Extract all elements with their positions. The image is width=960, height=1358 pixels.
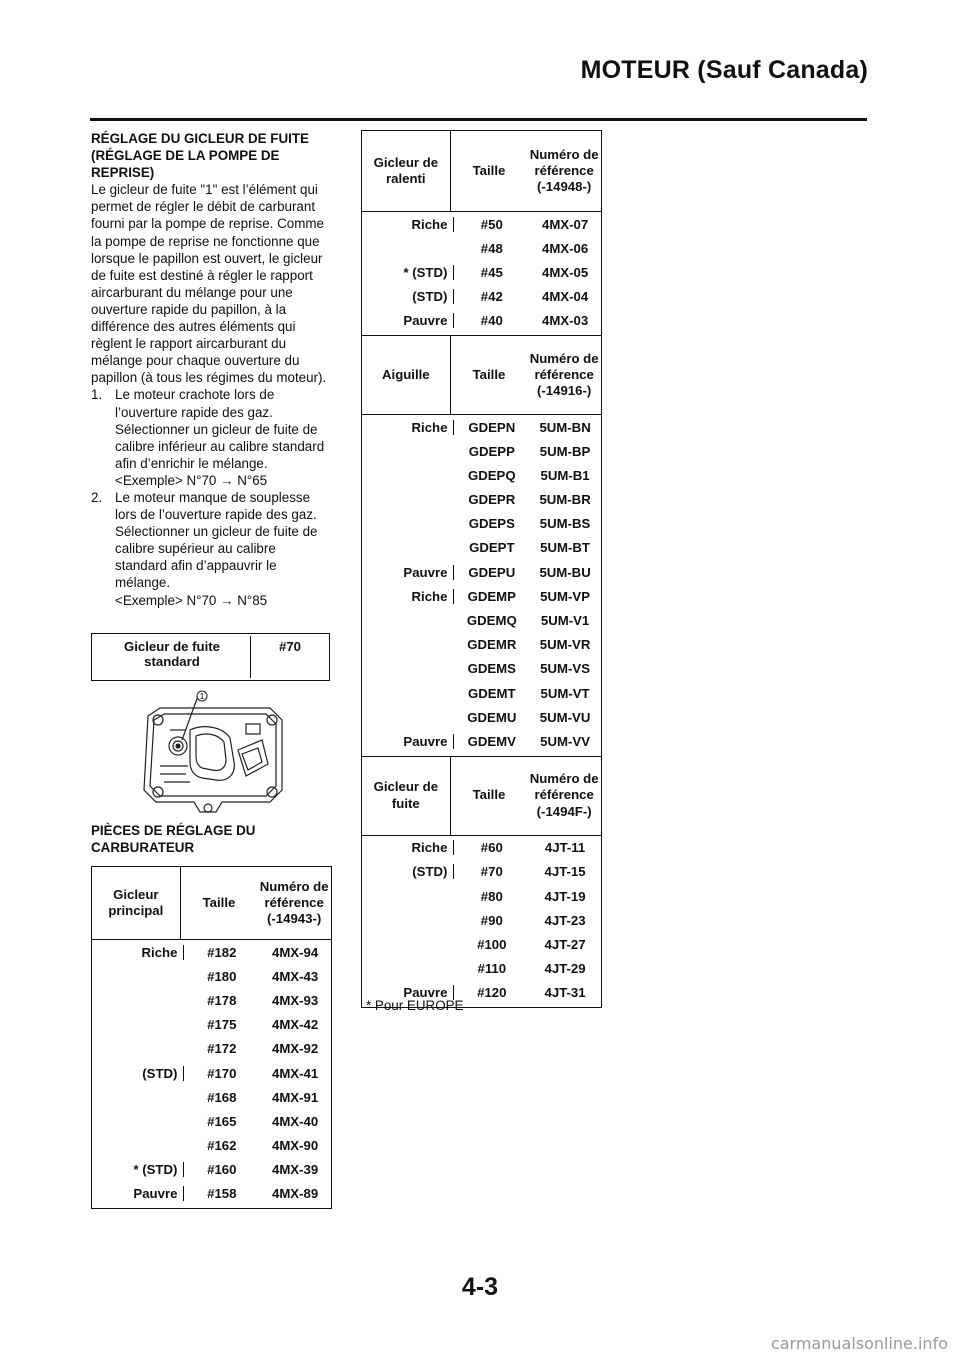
- table-row: [362, 908, 601, 932]
- table-cell-size: #158: [207, 1186, 237, 1202]
- intro-paragraph: Le gicleur de fuite "1" est l’élément qui permet de régler le débit de carburant fourni par la pompe de reprise. Comme la pompe de reprise ne fonctionne que lorsque le papillon est ouvert, le gicleur de fuite est destiné à régler le rapport aircarburant du mélange pour une ouverture rapide du papillon, à la différence des autres éléments qui règlent le rapport aircarburant du mélange pour chaque ouverture du papillon (à tous les régimes du moteur).: [91, 182, 327, 386]
- step-number: 1.: [91, 387, 103, 403]
- table-row: [362, 584, 601, 608]
- page-number: 4-3: [461, 1273, 499, 1301]
- table-cell-size: GDEPN: [468, 419, 516, 435]
- table-row: [362, 608, 601, 632]
- leak-jet-table-header: [362, 756, 601, 836]
- table-row: [362, 512, 601, 536]
- table-row: [362, 415, 601, 439]
- col-header: Gicleur principal: [92, 867, 181, 939]
- table-cell-grade: Pauvre: [362, 734, 454, 749]
- table-row: [362, 560, 601, 584]
- table-cell-part-number: 5UM-VP: [540, 588, 590, 604]
- col-header: Taille: [472, 162, 506, 178]
- table-row: [362, 932, 601, 956]
- watermark-text: carmanualsonline.info: [770, 1334, 948, 1353]
- table-row: [92, 1158, 331, 1182]
- table-cell-size: #90: [480, 912, 503, 928]
- table-cell-part-number: 4MX-42: [271, 1017, 319, 1033]
- table-row: [362, 260, 601, 284]
- table-cell-size: GDEPU: [468, 564, 516, 580]
- table-cell-part-number: 4MX-92: [271, 1041, 319, 1057]
- table-row: [362, 536, 601, 560]
- table-cell-part-number: 4MX-91: [271, 1089, 319, 1105]
- table-cell-grade: Riche: [362, 589, 454, 604]
- step-item: [91, 489, 331, 609]
- table-cell-size: #160: [207, 1162, 237, 1178]
- section-title-carb-parts: PIÈCES DE RÉGLAGE DU CARBURATEUR: [91, 823, 256, 855]
- main-jet-table-header: [92, 867, 331, 940]
- step-example: <Exemple> N°70 → N°65: [115, 472, 268, 488]
- table-cell-part-number: 4MX-94: [271, 944, 319, 960]
- table-row: [362, 463, 601, 487]
- table-cell-grade: Pauvre: [362, 985, 454, 1000]
- table-cell-part-number: 5UM-VV: [540, 733, 590, 749]
- table-cell-part-number: 5UM-BT: [540, 540, 590, 556]
- table-cell-part-number: 4MX-06: [541, 240, 589, 256]
- table-cell-size: GDEPT: [469, 540, 515, 556]
- col-header: Gicleur de fuite: [362, 757, 451, 835]
- table-cell-size: GDEPS: [468, 516, 515, 532]
- table-cell-part-number: 5UM-VS: [540, 661, 590, 677]
- table-row: [362, 681, 601, 705]
- table-cell-part-number: 4MX-04: [541, 289, 589, 305]
- col-header: Numéro de référence (-1494F-): [529, 771, 599, 819]
- table-cell-part-number: 5UM-VR: [539, 637, 591, 653]
- leak-jet-table-body: [362, 836, 601, 1007]
- table-cell-size: GDEMT: [467, 685, 516, 701]
- table-cell-size: #180: [207, 968, 237, 984]
- table-row: [92, 988, 331, 1012]
- right-jet-tables: [361, 130, 602, 1008]
- table-cell-part-number: 4JT-31: [544, 985, 586, 1001]
- col-header: Gicleur de ralenti: [362, 131, 451, 211]
- table-row: [92, 1109, 331, 1133]
- table-cell-part-number: 5UM-BP: [539, 443, 591, 459]
- table-cell-size: #165: [207, 1113, 237, 1129]
- table-cell-part-number: 4MX-89: [271, 1186, 319, 1202]
- footnote: * Pour EUROPE: [366, 998, 464, 1013]
- table-row: [362, 657, 601, 681]
- table-cell-grade: Pauvre: [362, 565, 454, 580]
- table-row: [362, 309, 601, 333]
- table-cell-size: GDEMQ: [466, 613, 517, 629]
- carburetor-float-bowl-figure: [130, 690, 290, 820]
- table-cell-size: GDEPR: [468, 492, 516, 508]
- table-cell-part-number: 4JT-27: [544, 936, 586, 952]
- table-cell-part-number: 5UM-BS: [539, 516, 591, 532]
- step-example: <Exemple> N°70 → N°85: [115, 592, 268, 608]
- table-cell-size: #60: [480, 840, 503, 856]
- table-row: [92, 964, 331, 988]
- table-row: [362, 884, 601, 908]
- main-jet-table-body: [92, 940, 331, 1208]
- table-cell-size: #100: [477, 936, 507, 952]
- table-cell-grade: Pauvre: [92, 1186, 184, 1201]
- table-cell-part-number: 4JT-23: [544, 912, 586, 928]
- table-row: [362, 488, 601, 512]
- table-cell-size: GDEMP: [467, 588, 516, 604]
- table-row: [362, 729, 601, 753]
- table-cell-part-number: 4JT-29: [544, 961, 586, 977]
- standard-leak-jet-table: [91, 633, 330, 681]
- standard-leak-jet-label: Gicleur de fuite standard: [94, 636, 251, 678]
- main-jet-table: [91, 866, 332, 1209]
- table-cell-size: #50: [480, 216, 503, 232]
- col-header: Aiguille: [362, 336, 451, 414]
- table-row: [362, 236, 601, 260]
- table-cell-part-number: 4JT-19: [544, 888, 586, 904]
- table-row: [362, 212, 601, 236]
- table-cell-part-number: 5UM-VU: [539, 709, 591, 725]
- table-row: [92, 1061, 331, 1085]
- table-cell-grade: Riche: [362, 420, 454, 435]
- table-row: [92, 1085, 331, 1109]
- standard-leak-jet-value: #70: [278, 639, 301, 654]
- col-header: Taille: [472, 787, 506, 803]
- step-item: [91, 386, 331, 489]
- table-cell-part-number: 5UM-BN: [539, 419, 591, 435]
- table-cell-size: #162: [207, 1138, 237, 1154]
- table-cell-size: #168: [207, 1089, 237, 1105]
- table-row: [92, 940, 331, 964]
- table-row: [362, 439, 601, 463]
- col-header: Numéro de référence (-14916-): [529, 350, 599, 399]
- col-header: Taille: [472, 366, 506, 382]
- col-header: Numéro de référence (-14943-): [259, 878, 329, 927]
- table-cell-size: GDEMS: [467, 661, 516, 677]
- table-row: [362, 860, 601, 884]
- table-cell-part-number: 4MX-03: [541, 313, 589, 329]
- needle-table-header: [362, 335, 601, 415]
- figure-callout-number: 1: [199, 692, 205, 701]
- table-cell-size: #172: [207, 1041, 237, 1057]
- table-cell-size: #178: [207, 992, 237, 1008]
- table-row: [92, 1013, 331, 1037]
- table-cell-size: #80: [480, 888, 503, 904]
- table-cell-part-number: 4MX-90: [271, 1138, 319, 1154]
- table-cell-size: GDEPP: [468, 443, 515, 459]
- section-title-leak-jet: RÉGLAGE DU GICLEUR DE FUITE (RÉGLAGE DE LA POMPE DE REPRISE): [91, 131, 309, 181]
- table-cell-grade: (STD): [362, 864, 454, 879]
- step-text: Le moteur manque de souplesse lors de l’ouverture rapide des gaz. Sélectionner un gicleur de fuite de calibre supérieur au calibre standard afin d’appauvrir le mélange.: [115, 489, 318, 591]
- table-cell-size: GDEMV: [467, 733, 516, 749]
- table-cell-grade: (STD): [362, 289, 454, 304]
- table-cell-grade: * (STD): [362, 265, 454, 280]
- table-row: [362, 633, 601, 657]
- table-cell-part-number: 4MX-05: [541, 264, 589, 280]
- table-row: [362, 285, 601, 309]
- header-rule: [90, 118, 867, 121]
- table-cell-size: #48: [480, 240, 503, 256]
- step-text: Le moteur crachote lors de l’ouverture rapide des gaz. Sélectionner un gicleur de fuite de calibre inférieur au calibre standard afin d’enrichir le mélange.: [115, 387, 325, 471]
- table-cell-size: #175: [207, 1017, 237, 1033]
- table-cell-part-number: 4MX-40: [271, 1113, 319, 1129]
- table-row: [92, 1037, 331, 1061]
- table-cell-part-number: 4JT-15: [544, 864, 586, 880]
- table-cell-part-number: 5UM-V1: [540, 613, 590, 629]
- pilot-jet-table-header: [362, 131, 601, 212]
- page-header-title: MOTEUR (Sauf Canada): [580, 56, 868, 84]
- table-cell-grade: Pauvre: [362, 313, 454, 328]
- table-cell-size: GDEMU: [467, 709, 517, 725]
- table-cell-size: #70: [480, 864, 503, 880]
- table-cell-size: GDEPQ: [467, 467, 516, 483]
- col-header: Taille: [202, 894, 236, 910]
- table-cell-part-number: 4MX-93: [271, 992, 319, 1008]
- pilot-jet-table-body: [362, 212, 601, 335]
- adjustment-steps: [91, 386, 331, 608]
- table-cell-part-number: 4MX-39: [271, 1162, 319, 1178]
- table-cell-grade: * (STD): [92, 1162, 184, 1177]
- table-cell-size: #120: [477, 985, 507, 1001]
- table-cell-part-number: 4MX-07: [541, 216, 589, 232]
- needle-table-body: [362, 415, 601, 756]
- table-cell-size: #182: [207, 944, 237, 960]
- table-cell-part-number: 5UM-VT: [540, 685, 590, 701]
- col-header: Numéro de référence (-14948-): [529, 146, 599, 195]
- table-cell-size: #42: [480, 289, 503, 305]
- table-cell-part-number: 4JT-11: [544, 840, 586, 856]
- table-cell-size: #110: [477, 961, 507, 977]
- table-cell-size: #40: [480, 313, 503, 329]
- table-cell-grade: Riche: [362, 840, 454, 855]
- table-cell-part-number: 5UM-BR: [539, 492, 591, 508]
- table-row: [362, 957, 601, 981]
- table-cell-size: GDEMR: [467, 637, 517, 653]
- table-cell-size: #170: [207, 1065, 237, 1081]
- table-cell-part-number: 4MX-41: [271, 1065, 319, 1081]
- table-row: [362, 836, 601, 860]
- table-cell-part-number: 4MX-43: [271, 968, 319, 984]
- table-cell-size: #45: [480, 264, 503, 280]
- table-cell-part-number: 5UM-B1: [540, 467, 590, 483]
- table-cell-grade: Riche: [362, 217, 454, 232]
- table-cell-grade: (STD): [92, 1066, 184, 1081]
- step-number: 2.: [91, 489, 103, 505]
- table-row: [92, 1134, 331, 1158]
- left-column: [91, 130, 331, 609]
- table-cell-grade: Riche: [92, 945, 184, 960]
- table-row: [92, 1182, 331, 1206]
- table-cell-part-number: 5UM-BU: [539, 564, 591, 580]
- table-row: [362, 705, 601, 729]
